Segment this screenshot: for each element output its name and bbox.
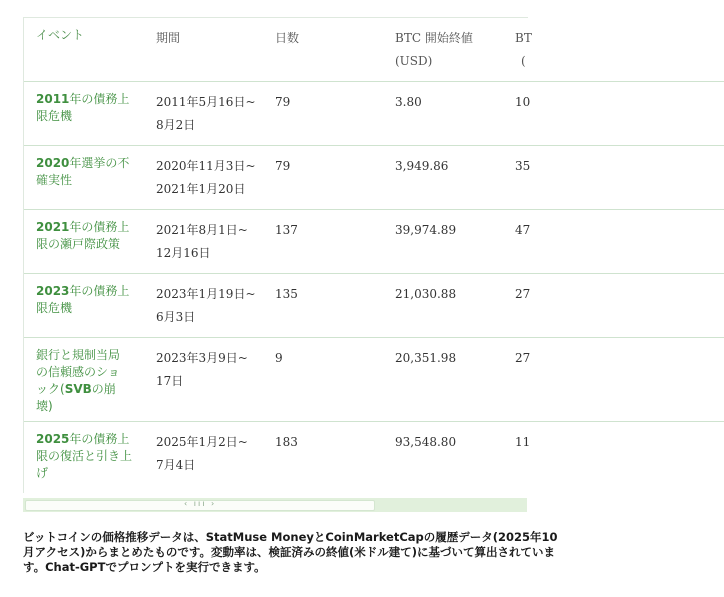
event-cell xyxy=(36,219,138,253)
event-cell xyxy=(36,91,138,125)
days-cell: 79 xyxy=(275,95,291,109)
period-cell xyxy=(156,347,248,393)
event-year: 2011 xyxy=(36,92,70,106)
event-year: 2021 xyxy=(36,220,70,234)
table-row xyxy=(24,210,724,274)
period-end: 8月2日 xyxy=(156,118,196,132)
events-table[interactable] xyxy=(23,17,532,493)
table-row xyxy=(24,422,724,493)
header-btc-start xyxy=(395,27,473,73)
period-end: 7月4日 xyxy=(156,458,196,472)
event-text-part: の崩 xyxy=(91,382,116,396)
days-cell: 137 xyxy=(275,223,298,237)
event-year: 2025 xyxy=(36,432,70,446)
event-text: 年の債務上限危機 xyxy=(36,92,130,123)
btc-start-cell: 39,974.89 xyxy=(395,223,457,237)
btc-next-cell: 47 xyxy=(515,223,531,237)
period-end: 2021年1月20日 xyxy=(156,182,246,196)
event-cell xyxy=(36,431,138,482)
period-cell xyxy=(156,431,248,477)
period-end: 12月16日 xyxy=(156,246,211,260)
btc-start-cell: 3,949.86 xyxy=(395,159,449,173)
header-btc-next xyxy=(515,27,532,73)
event-cell xyxy=(36,155,138,189)
event-text: 壊) xyxy=(36,399,53,413)
event-text: 銀行と規制当局 xyxy=(36,348,121,362)
table-row xyxy=(24,274,724,338)
period-cell xyxy=(156,91,256,137)
event-cell xyxy=(36,283,138,317)
period-start: 2023年3月9日~ xyxy=(156,351,248,365)
header-period: 期間 xyxy=(156,31,181,45)
event-text: の信頼感のショ xyxy=(36,365,120,379)
btc-start-cell: 3.80 xyxy=(395,95,422,109)
btc-next-cell: 10 xyxy=(515,95,531,109)
table-row xyxy=(24,82,724,146)
event-text-bold: SVB xyxy=(64,382,92,396)
header-days: 日数 xyxy=(275,31,300,45)
footnote: ビットコインの価格推移データは、StatMuse MoneyとCoinMarketCapの履歴データ(2025年10月アクセス)からまとめたものです。変動率は、検証済みの終値(米ドル建て)に基づいて算出されています。Chat-GPTでプロンプトを実行できます。 xyxy=(23,530,558,574)
table-row xyxy=(24,146,724,210)
period-start: 2011年5月16日~ xyxy=(156,95,256,109)
period-end: 6月3日 xyxy=(156,310,196,324)
days-cell: 183 xyxy=(275,435,298,449)
period-cell xyxy=(156,219,248,265)
event-text xyxy=(36,381,138,398)
days-cell: 9 xyxy=(275,351,283,365)
event-text: 年の債務上限の復活と引き上げ xyxy=(36,432,133,480)
table-header-row xyxy=(24,18,724,82)
header-btc-next-line2: ( xyxy=(521,54,526,68)
btc-start-cell: 21,030.88 xyxy=(395,287,457,301)
header-event: イベント xyxy=(36,28,85,42)
event-cell xyxy=(36,347,138,415)
days-cell: 79 xyxy=(275,159,291,173)
period-start: 2025年1月2日~ xyxy=(156,435,248,449)
header-btc-start-line1: BTC 開始終値 xyxy=(395,31,473,45)
table-row xyxy=(24,338,724,422)
horizontal-scrollbar[interactable] xyxy=(23,498,527,512)
btc-next-cell: 27 xyxy=(515,287,531,301)
btc-start-cell: 93,548.80 xyxy=(395,435,457,449)
days-cell: 135 xyxy=(275,287,298,301)
header-btc-next-line1: BT xyxy=(515,31,532,45)
event-text: 年の債務上限危機 xyxy=(36,284,130,315)
period-cell xyxy=(156,283,256,329)
period-end: 17日 xyxy=(156,374,184,388)
btc-next-cell: 27 xyxy=(515,351,531,365)
period-start: 2023年1月19日~ xyxy=(156,287,256,301)
event-year: 2023 xyxy=(36,284,70,298)
btc-next-cell: 11 xyxy=(515,435,531,449)
period-cell xyxy=(156,155,256,201)
event-year: 2020 xyxy=(36,156,70,170)
event-text: 年選挙の不確実性 xyxy=(36,156,130,187)
btc-start-cell: 20,351.98 xyxy=(395,351,457,365)
period-start: 2020年11月3日~ xyxy=(156,159,256,173)
scrollbar-thumb[interactable] xyxy=(25,500,375,511)
event-text-part: ック( xyxy=(36,382,65,396)
btc-next-cell: 35 xyxy=(515,159,531,173)
event-text: 年の債務上限の瀬戸際政策 xyxy=(36,220,130,251)
header-btc-start-line2: (USD) xyxy=(395,54,433,68)
period-start: 2021年8月1日~ xyxy=(156,223,248,237)
grip-icon: ‹ ııı › xyxy=(184,499,217,508)
